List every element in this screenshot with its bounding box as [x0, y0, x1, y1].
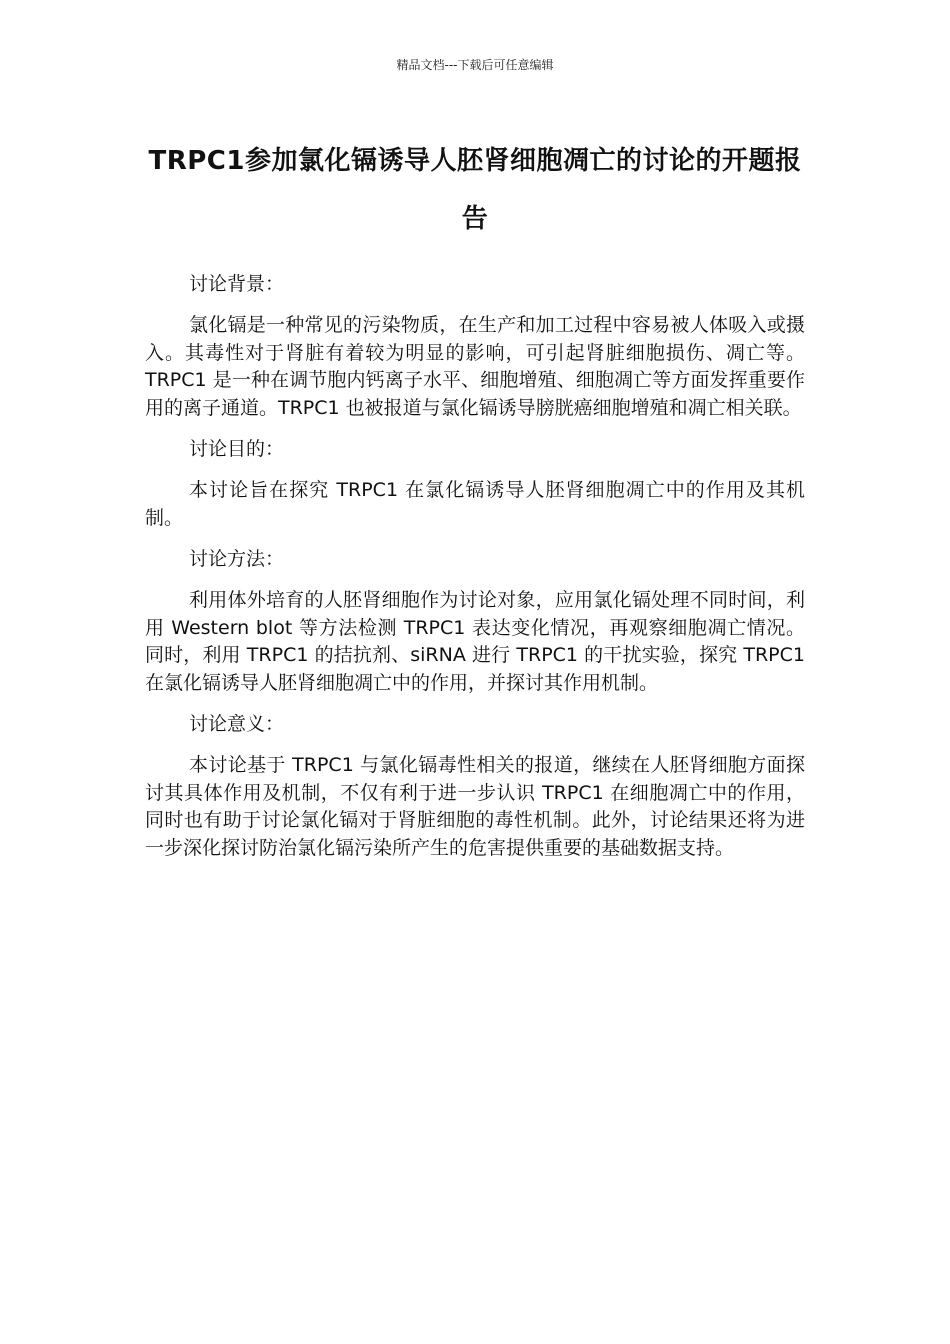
- section-heading-methods: 讨论方法：: [189, 548, 285, 570]
- section-paragraph-background: 氯化镉是一种常见的污染物质，在生产和加工过程中容易被人体吸入或摄入。其毒性对于肾脏有着较为明显的影响，可引起肾脏细胞损伤、凋亡等。TRPC1 是一种在调节胞内钙离子水平、细胞增殖、细胞凋亡等方面发挥重要作用的离子通道。TRPC1 也被报道与氯化镉诱导膀胱癌细胞增殖和凋亡相关联。: [145, 314, 805, 419]
- section-paragraph-purpose: 本讨论旨在探究 TRPC1 在氯化镉诱导人胚肾细胞凋亡中的作用及其机制。: [145, 479, 805, 529]
- section-paragraph-methods: 利用体外培育的人胚肾细胞作为讨论对象，应用氯化镉处理不同时间，利用 Western blot 等方法检测 TRPC1 表达变化情况，再观察细胞凋亡情况。同时，利用 TRPC1 的拮抗剂、siRNA 进行 TRPC1 的干扰实验，探究 TRPC1 在氯化镉诱导人胚肾细胞凋亡中的作用，并探讨其作用机制。: [145, 589, 805, 694]
- section-heading-significance: 讨论意义：: [189, 713, 285, 735]
- section-heading-background: 讨论背景：: [189, 273, 285, 295]
- page-header: 精品文档---下载后可任意编辑: [396, 58, 554, 72]
- document-body: [145, 269, 805, 874]
- section-paragraph-significance: 本讨论基于 TRPC1 与氯化镉毒性相关的报道，继续在人胚肾细胞方面探讨其具体作用及机制，不仅有利于进一步认识 TRPC1 在细胞凋亡中的作用，同时也有助于讨论氯化镉对于肾脏细胞的毒性机制。此外，讨论结果还将为进一步深化探讨防治氯化镉污染所产生的危害提供重要的基础数据支持。: [145, 754, 805, 859]
- section-heading-purpose: 讨论目的：: [189, 438, 285, 460]
- document-title: TRPC1参加氯化镉诱导人胚肾细胞凋亡的讨论的开题报告: [148, 146, 802, 234]
